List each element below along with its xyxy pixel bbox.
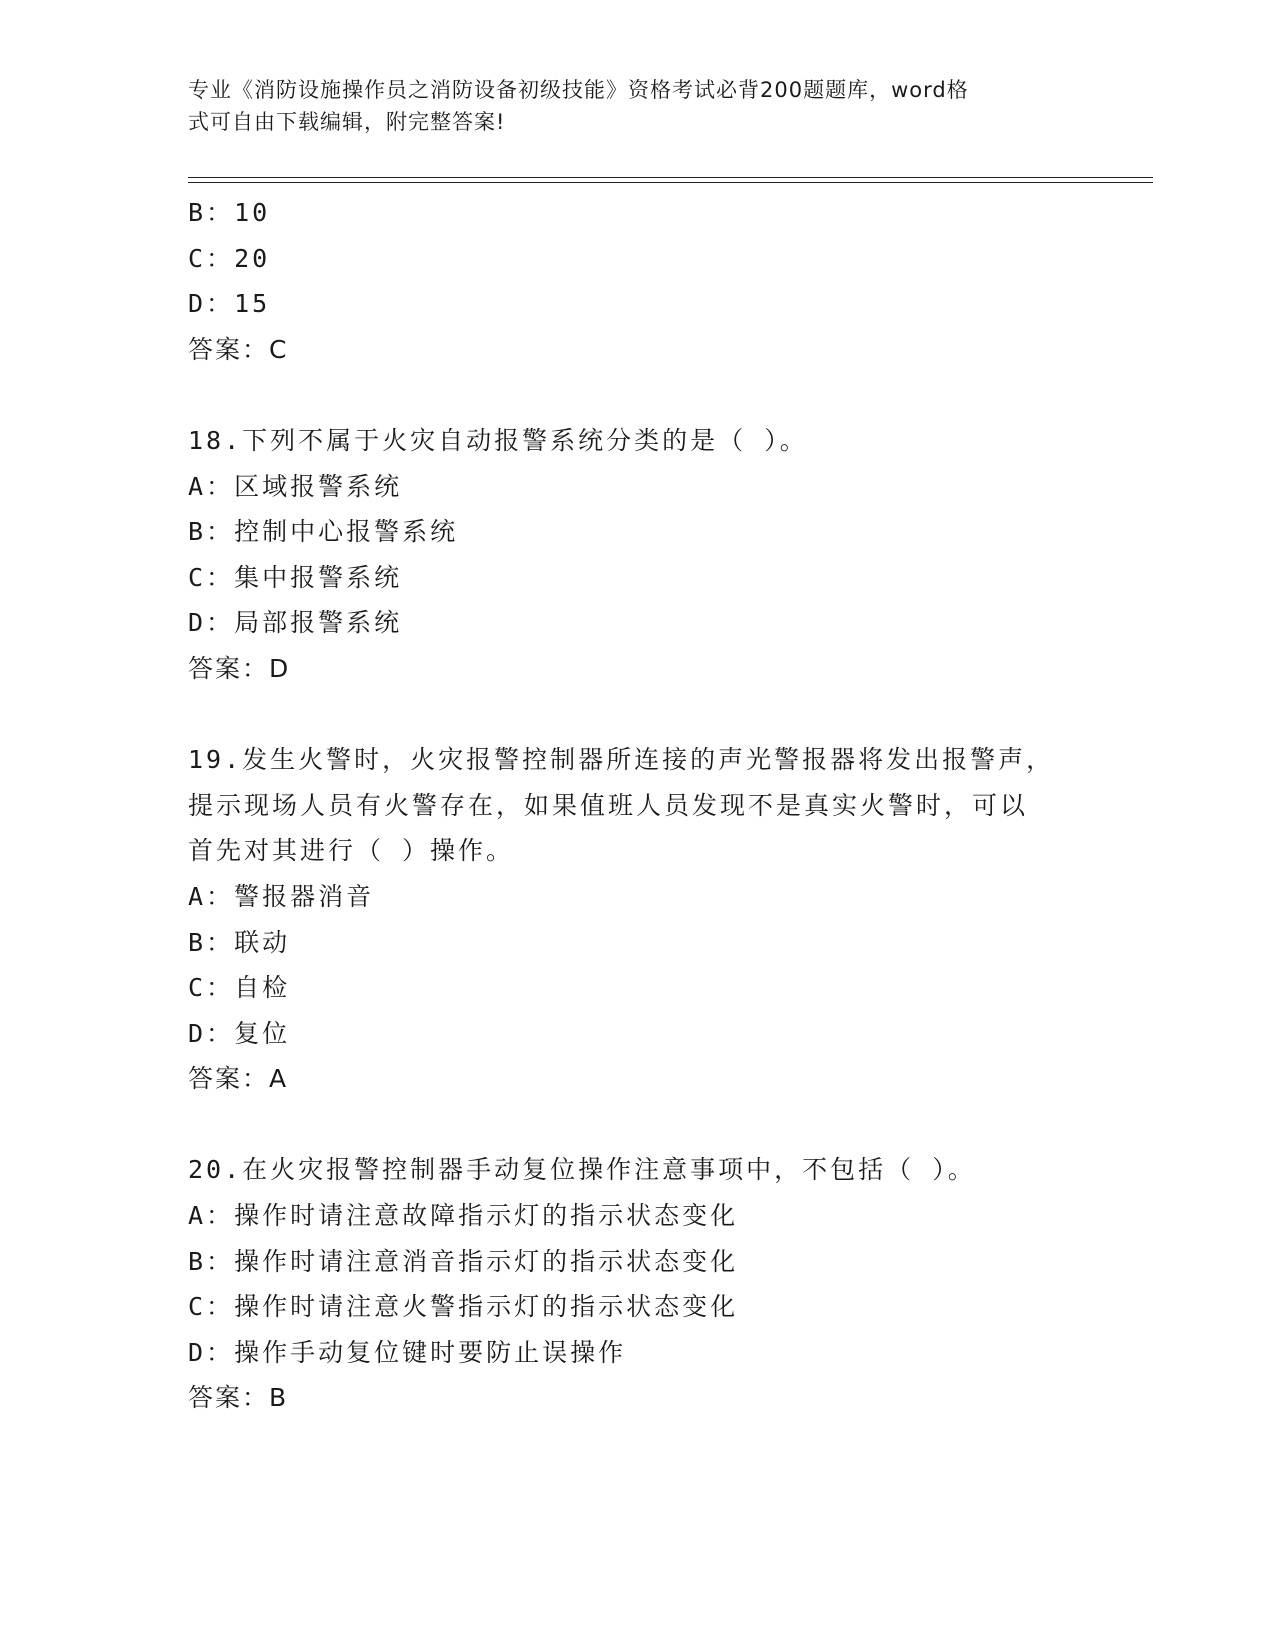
option-key: B：	[188, 1246, 235, 1276]
option-key: C：	[188, 1292, 235, 1322]
option-text: 区域报警系统	[234, 471, 403, 501]
option-b	[188, 509, 1088, 555]
option-key: A：	[188, 471, 235, 501]
answer-line: 答案：A	[188, 1064, 289, 1094]
question-stem: 20.在火灾报警控制器手动复位操作注意事项中，不包括（ ）。	[188, 1155, 976, 1185]
spacer	[188, 1102, 1088, 1148]
option-text: 操作时请注意火警指示灯的指示状态变化	[234, 1292, 739, 1322]
option-text: 自检	[234, 973, 291, 1003]
document-header	[188, 74, 1068, 138]
answer-line: 答案：C	[188, 334, 289, 364]
option-text: 局部报警系统	[234, 608, 403, 638]
question-list	[188, 190, 1088, 1421]
option-text: 20	[234, 243, 271, 273]
option-text: 操作时请注意消音指示灯的指示状态变化	[234, 1246, 739, 1276]
header-divider-top	[188, 177, 1153, 178]
option-c	[188, 555, 1088, 601]
option-d	[188, 1330, 1088, 1376]
question-stem-line-2: 提示现场人员有火警存在，如果值班人员发现不是真实火警时，可以	[188, 790, 1029, 820]
option-text: 操作手动复位键时要防止误操作	[234, 1337, 627, 1367]
header-divider-bottom	[188, 182, 1153, 183]
header-line-1: 专业《消防设施操作员之消防设备初级技能》资格考试必背200题题库，word格	[188, 78, 969, 102]
option-text: 集中报警系统	[234, 562, 403, 592]
option-key: B：	[188, 927, 235, 957]
option-key: B：	[188, 198, 235, 227]
option-key: B：	[188, 517, 235, 547]
option-a	[188, 464, 1088, 510]
option-d	[188, 1011, 1088, 1057]
header-line-2: 式可自由下载编辑，附完整答案!	[188, 110, 506, 134]
option-key: A：	[188, 881, 235, 911]
answer-line: 答案：B	[188, 1383, 289, 1413]
option-text: 15	[234, 289, 271, 319]
option-c	[188, 236, 1088, 282]
question-stem-line-3: 首先对其进行（ ）操作。	[188, 836, 515, 866]
option-text: 联动	[234, 927, 291, 957]
option-text: 10	[234, 198, 271, 227]
option-key: D：	[188, 289, 235, 319]
answer-line: 答案：D	[188, 653, 291, 683]
question-stem-line-1: 19.发生火警时，火灾报警控制器所连接的声光警报器将发出报警声，	[188, 745, 1055, 775]
spacer	[188, 692, 1088, 738]
option-c	[188, 1284, 1088, 1330]
option-d	[188, 281, 1088, 327]
spacer	[188, 372, 1088, 418]
option-key: D：	[188, 1018, 235, 1048]
option-c	[188, 965, 1088, 1011]
option-key: C：	[188, 973, 235, 1003]
option-d	[188, 600, 1088, 646]
option-text: 复位	[234, 1018, 291, 1048]
option-b	[188, 1239, 1088, 1285]
question-stem: 18.下列不属于火灾自动报警系统分类的是（ ）。	[188, 425, 808, 455]
option-key: D：	[188, 608, 235, 638]
question-17	[188, 190, 1088, 372]
option-a	[188, 874, 1088, 920]
option-text: 控制中心报警系统	[234, 517, 459, 547]
option-b	[188, 920, 1088, 966]
option-key: D：	[188, 1337, 235, 1367]
question-19	[188, 737, 1088, 1102]
question-18	[188, 418, 1088, 692]
option-key: C：	[188, 562, 235, 592]
option-key: C：	[188, 243, 235, 273]
option-b	[188, 190, 1088, 236]
option-key: A：	[188, 1201, 235, 1231]
question-20	[188, 1147, 1088, 1421]
option-a	[188, 1193, 1088, 1239]
option-text: 警报器消音	[234, 881, 375, 911]
option-text: 操作时请注意故障指示灯的指示状态变化	[234, 1201, 739, 1231]
